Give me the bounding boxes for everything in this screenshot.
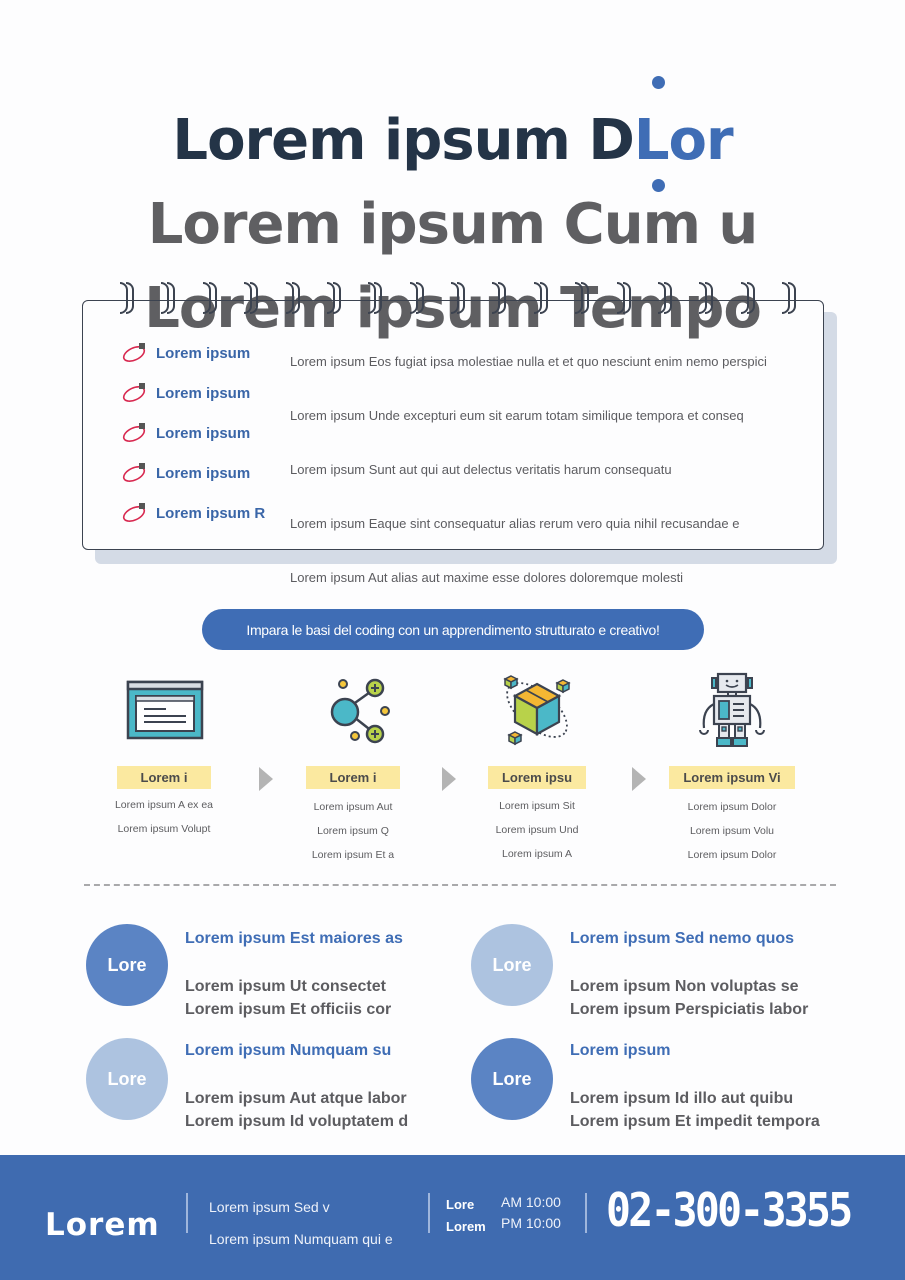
coil-icon — [159, 282, 177, 312]
step-line: Lorem ipsum Dolor — [687, 801, 777, 813]
title-line-3: Lorem ipsum Tempo — [144, 276, 761, 341]
card-description: Lorem ipsum Unde excepturi eum sit earum totam similique tempora et conseq — [290, 408, 744, 423]
step-tag: Lorem ipsu — [488, 766, 586, 789]
card-label-item: Lorem ipsum — [122, 342, 250, 364]
card-label-item: Lorem ipsum — [122, 422, 250, 444]
footer-divider — [186, 1193, 188, 1233]
step-line: Lorem ipsum Dolor — [687, 849, 777, 861]
step-3 — [447, 670, 627, 860]
ring-icon — [122, 502, 150, 524]
ring-icon — [122, 422, 150, 444]
coil-icon — [656, 282, 674, 312]
feature-body: Lorem ipsum Aut atque labor Lorem ipsum Id voluptatem d — [185, 1090, 409, 1130]
coil-icon — [532, 282, 550, 312]
footer-info-line: Lorem ipsum Numquam qui e — [209, 1231, 393, 1247]
card-description: Lorem ipsum Sunt aut qui aut delectus veritatis harum consequatu — [290, 462, 672, 477]
step-line: Lorem ipsum Et a — [311, 849, 395, 861]
coil-icon — [739, 282, 757, 312]
step-line: Lorem ipsum Und — [495, 824, 579, 836]
step-tag: Lorem i — [306, 766, 400, 789]
coil-icon — [201, 282, 219, 312]
coding-banner: Impara le basi del coding con un apprendimento strutturato e creativo! — [202, 609, 704, 650]
hours-label: Lorem — [446, 1219, 486, 1234]
coil-icon — [118, 282, 136, 312]
card-label-item: Lorem ipsum R — [122, 502, 265, 524]
coil-icon — [490, 282, 508, 312]
footer-brand: Lorem — [45, 1207, 160, 1243]
title-accent: Lor — [633, 108, 733, 173]
coil-icon — [573, 282, 591, 312]
ring-icon — [122, 342, 150, 364]
accent-dot-bottom — [652, 179, 665, 192]
coil-icon — [449, 282, 467, 312]
accent-dot-top — [652, 76, 665, 89]
coil-icon — [408, 282, 426, 312]
feature-heading: Lorem ipsum Sed nemo quos — [570, 930, 795, 947]
step-2 — [263, 670, 443, 861]
coil-icon — [325, 282, 343, 312]
feature-body: Lorem ipsum Id illo aut quibu Lorem ipsum Et impedit tempora — [570, 1090, 820, 1130]
title-line-1: Lorem ipsum DLor — [172, 108, 733, 173]
coil-icon — [697, 282, 715, 312]
feature-badge: Lore — [471, 1038, 553, 1120]
step-line: Lorem ipsum Aut — [313, 801, 393, 813]
feature-badge: Lore — [86, 924, 168, 1006]
card-label-item: Lorem ipsum — [122, 382, 250, 404]
feature-heading: Lorem ipsum Numquam su — [185, 1042, 392, 1059]
ring-icon — [122, 382, 150, 404]
step-tag: Lorem i — [117, 766, 211, 789]
step-line: Lorem ipsum A ex ea — [114, 799, 214, 811]
hours-label: Lore — [446, 1197, 475, 1212]
feature-heading: Lorem ipsum — [570, 1042, 671, 1059]
step-line: Lorem ipsum Volu — [689, 825, 775, 837]
section-divider — [84, 884, 836, 886]
coil-icon — [366, 282, 384, 312]
card-description: Lorem ipsum Eaque sint consequatur alias rerum vero quia nihil recusandae e — [290, 516, 740, 531]
step-line: Lorem ipsum Q — [317, 825, 389, 837]
coil-icon — [242, 282, 260, 312]
feature-badge: Lore — [471, 924, 553, 1006]
step-line: Lorem ipsum Sit — [499, 800, 575, 812]
step-1 — [74, 670, 254, 835]
card-label-item: Lorem ipsum — [122, 462, 250, 484]
card-description: Lorem ipsum Eos fugiat ipsa molestiae nulla et et quo nesciunt enim nemo perspici — [290, 354, 767, 369]
feature-heading: Lorem ipsum Est maiores as — [185, 930, 403, 947]
binder-coils — [118, 282, 798, 312]
step-4 — [642, 670, 822, 861]
coil-icon — [615, 282, 633, 312]
browser-window-icon — [124, 670, 204, 750]
step-tag: Lorem ipsum Vi — [669, 766, 794, 789]
feature-body: Lorem ipsum Non voluptas se Lorem ipsum Perspiciatis labor — [570, 978, 809, 1018]
coil-icon — [780, 282, 798, 312]
hours-value: AM 10:00 — [501, 1194, 561, 1210]
hours-value: PM 10:00 — [501, 1215, 561, 1231]
coil-icon — [284, 282, 302, 312]
footer-divider — [428, 1193, 430, 1233]
robot-icon — [692, 670, 772, 750]
footer-info-line: Lorem ipsum Sed v — [209, 1199, 330, 1215]
footer — [0, 1155, 905, 1280]
ring-icon — [122, 462, 150, 484]
feature-badge: Lore — [86, 1038, 168, 1120]
step-line: Lorem ipsum A — [501, 848, 573, 860]
3d-cube-orbit-icon — [497, 670, 577, 750]
step-line: Lorem ipsum Volupt — [117, 823, 211, 835]
feature-body: Lorem ipsum Ut consectet Lorem ipsum Et officiis cor — [185, 978, 392, 1018]
title-line-2: Lorem ipsum Cum u — [147, 192, 758, 257]
card-description: Lorem ipsum Aut alias aut maxime esse dolores doloremque molesti — [290, 570, 684, 585]
footer-divider — [585, 1193, 587, 1233]
phone-number[interactable]: 02-300-3355 — [606, 1183, 851, 1237]
network-nodes-icon — [313, 670, 393, 750]
